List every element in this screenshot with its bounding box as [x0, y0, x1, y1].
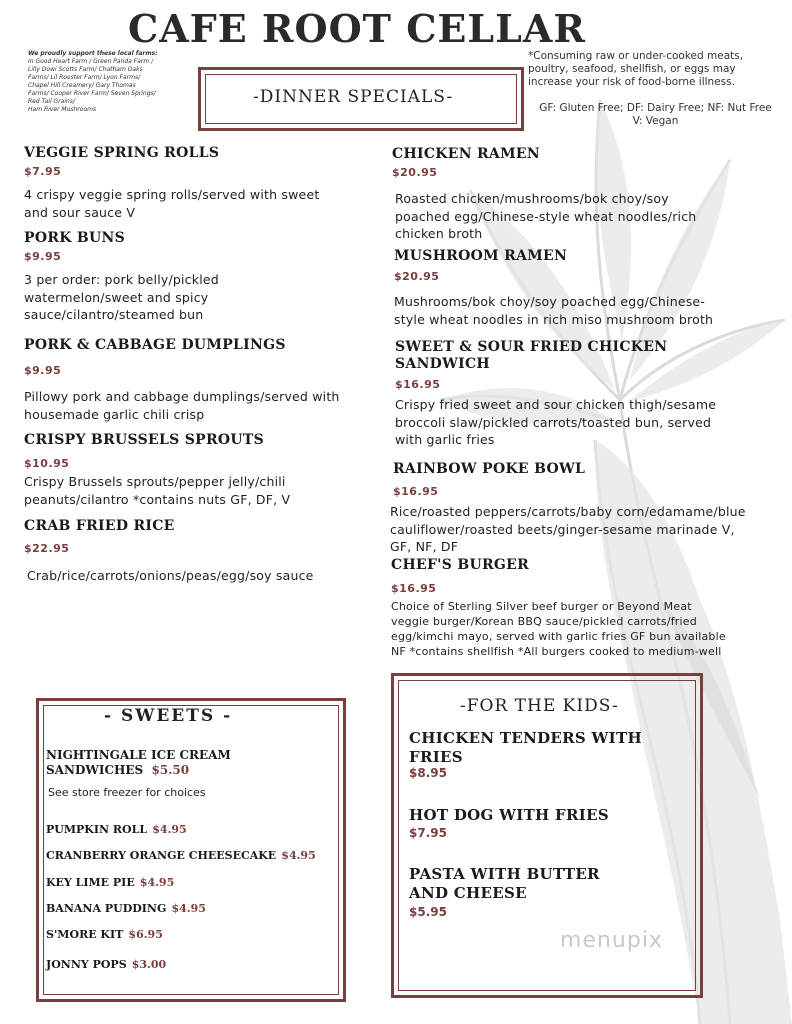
sweet-item — [46, 953, 166, 972]
diet-legend-line: GF: Gluten Free; DF: Dairy Free; NF: Nut Free — [539, 102, 772, 114]
desc-line: poached egg/Chinese-style wheat noodles/rich — [395, 208, 697, 224]
menu-item-price: $16.95 — [391, 582, 437, 595]
desc-line: Crab/rice/carrots/onions/peas/egg/soy sauce — [27, 568, 314, 583]
farms-heading: We proudly support these local farms: — [28, 50, 158, 57]
menu-item-desc — [24, 473, 290, 508]
sweet-item-price: $5.50 — [151, 763, 190, 777]
sweet-item — [46, 897, 206, 916]
desc-line: with garlic fries — [395, 432, 495, 447]
menu-item-name: CHICKEN RAMEN — [392, 146, 540, 162]
menu-item-desc — [24, 388, 340, 423]
farms-line: In Good Heart Farm / Green Panda Farm / — [28, 58, 154, 65]
menu-item-desc — [395, 396, 716, 449]
menu-item-price: $16.95 — [395, 378, 441, 391]
desc-line: cauliflower/roasted beets/ginger-sesame marinade V, — [390, 521, 735, 537]
desc-line: style wheat noodles in rich miso mushroom broth — [394, 311, 714, 327]
menu-item-desc — [391, 599, 726, 659]
desc-line: broccoli slaw/pickled carrots/toasted bun, served — [395, 414, 712, 430]
desc-line: GF, NF, DF — [390, 539, 459, 554]
kids-item-name: HOT DOG WITH FRIES — [409, 806, 609, 824]
menu-item-price: $9.95 — [24, 364, 62, 377]
menu-item-price: $20.95 — [394, 270, 440, 283]
sweet-item-name: BANANA PUDDING — [46, 902, 167, 915]
kids-item-name — [409, 729, 642, 767]
name-line: SWEET & SOUR FRIED CHICKEN — [395, 339, 668, 355]
desc-line: Roasted chicken/mushrooms/bok choy/soy — [395, 191, 669, 206]
desc-line: peanuts/cilantro *contains nuts GF, DF, V — [24, 491, 291, 507]
menu-item-price: $20.95 — [392, 166, 438, 179]
desc-line: housemade garlic chili crisp — [24, 406, 205, 422]
name-line: SANDWICH — [395, 356, 490, 372]
sweet-item — [46, 923, 163, 942]
menu-item-desc — [24, 186, 319, 221]
menu-item-name: CRISPY BRUSSELS SPROUTS — [24, 432, 265, 448]
menu-item-desc — [395, 190, 696, 243]
desc-line: Mushrooms/bok choy/soy poached egg/Chinese- — [394, 294, 706, 309]
farms-line: Farms/ Cooper River Farm/ Seven Springs/ — [28, 90, 156, 97]
kids-item-price: $8.95 — [409, 766, 447, 780]
farms-line: Lilly Dowi Scotts Farm/ Chatham Oaks — [28, 66, 143, 73]
menu-item-name: MUSHROOM RAMEN — [394, 248, 568, 264]
local-farms-note — [28, 50, 218, 114]
diet-legend-line: V: Vegan — [632, 115, 679, 127]
menu-item-name: PORK BUNS — [24, 230, 126, 246]
menu-item-desc — [390, 503, 746, 556]
kids-item-price: $5.95 — [409, 905, 447, 919]
sweet-item-price: $6.95 — [128, 928, 163, 941]
desc-line: watermelon/sweet and spicy — [24, 289, 209, 305]
farms-line: Farms/ Lil Rooster Farm/ Lyon Farms/ — [28, 74, 141, 81]
sweet-item-price: $4.95 — [281, 849, 316, 862]
menu-item-name: RAINBOW POKE BOWL — [393, 461, 586, 477]
sweet-item-price: $4.95 — [139, 876, 175, 889]
menu-item-price: $10.95 — [24, 457, 70, 470]
sweet-item-name: KEY LIME PIE — [46, 876, 135, 889]
farms-line: Red Tail Grains/ — [28, 98, 75, 105]
menu-item-name: VEGGIE SPRING ROLLS — [24, 145, 220, 161]
kids-item-name — [409, 865, 600, 903]
sweet-item — [46, 871, 174, 890]
page-title: CAFE ROOT CELLAR — [128, 6, 586, 51]
sweet-item-name: PUMPKIN ROLL — [46, 823, 148, 836]
farms-line: Ham River Mushrooms — [28, 106, 97, 113]
desc-line: egg/kimchi mayo, served with garlic fries GF bun available — [391, 630, 726, 643]
desc-line: sauce/cilantro/steamed bun — [24, 307, 204, 322]
menu-item-price: $7.95 — [24, 165, 62, 178]
desc-line: 4 crispy veggie spring rolls/served with sweet — [24, 187, 320, 202]
desc-line: veggie burger/Korean BBQ sauce/pickled carrots/fried — [391, 615, 697, 628]
menu-item-name: PORK & CABBAGE DUMPLINGS — [24, 337, 286, 353]
food-safety-notice: *Consuming raw or under-cooked meats, poultry, seafood, shellfish, or eggs may increase your risk of food-borne illness. — [528, 50, 744, 88]
sweet-item-price: $4.95 — [152, 823, 187, 836]
sweet-item-name: CRANBERRY ORANGE CHEESECAKE — [46, 849, 277, 862]
name-line: SANDWICHES — [46, 763, 144, 777]
desc-line: Crispy Brussels sprouts/pepper jelly/chili — [24, 474, 286, 489]
sweet-item-name: S'MORE KIT — [46, 928, 124, 941]
desc-line: Crispy fried sweet and sour chicken thigh/sesame — [395, 397, 717, 412]
kids-heading: -FOR THE KIDS- — [460, 696, 619, 716]
dinner-specials-heading: -DINNER SPECIALS- — [253, 87, 454, 107]
menu-item-desc — [24, 271, 219, 324]
diet-legend — [528, 102, 783, 128]
sweet-item-name: JONNY POPS — [46, 958, 127, 971]
name-line: FRIES — [409, 748, 463, 766]
name-line: CHICKEN TENDERS WITH — [409, 729, 642, 747]
sweet-item — [46, 844, 316, 863]
desc-line: Rice/roasted peppers/carrots/baby corn/edamame/blue — [390, 504, 746, 519]
menu-item-name — [395, 339, 667, 373]
name-line: NIGHTINGALE ICE CREAM — [46, 748, 231, 762]
name-line: AND CHEESE — [409, 884, 527, 902]
sweets-heading: - SWEETS - — [104, 706, 233, 726]
menu-item-desc — [27, 567, 314, 585]
menu-item-price: $9.95 — [24, 250, 62, 263]
farms-line: Chapel Hill Creamery/ Gary Thomas — [28, 82, 136, 89]
kids-item-price: $7.95 — [409, 826, 447, 840]
name-line: PASTA WITH BUTTER — [409, 865, 600, 883]
menupix-watermark: menupix — [560, 928, 663, 953]
menu-item-price: $22.95 — [24, 542, 70, 555]
menu-item-name: CHEF'S BURGER — [391, 557, 530, 573]
sweet-item-price: $4.95 — [171, 902, 206, 915]
menu-item-desc — [394, 293, 713, 328]
desc-line: chicken broth — [395, 226, 483, 241]
menu-item-name: CRAB FRIED RICE — [24, 518, 175, 534]
sweet-item-name — [46, 748, 231, 778]
sweet-item-price: $3.00 — [131, 958, 167, 971]
menu-item-price: $16.95 — [393, 485, 439, 498]
desc-line: 3 per order: pork belly/pickled — [24, 272, 219, 287]
desc-line: Pillowy pork and cabbage dumplings/served with — [24, 389, 340, 404]
desc-line: NF *contains shellfish *All burgers cooked to medium-well — [391, 645, 722, 658]
sweet-item — [46, 818, 187, 837]
sweet-item-note: See store freezer for choices — [48, 786, 206, 799]
desc-line: Choice of Sterling Silver beef burger or Beyond Meat — [391, 600, 692, 613]
desc-line: and sour sauce V — [24, 204, 136, 220]
